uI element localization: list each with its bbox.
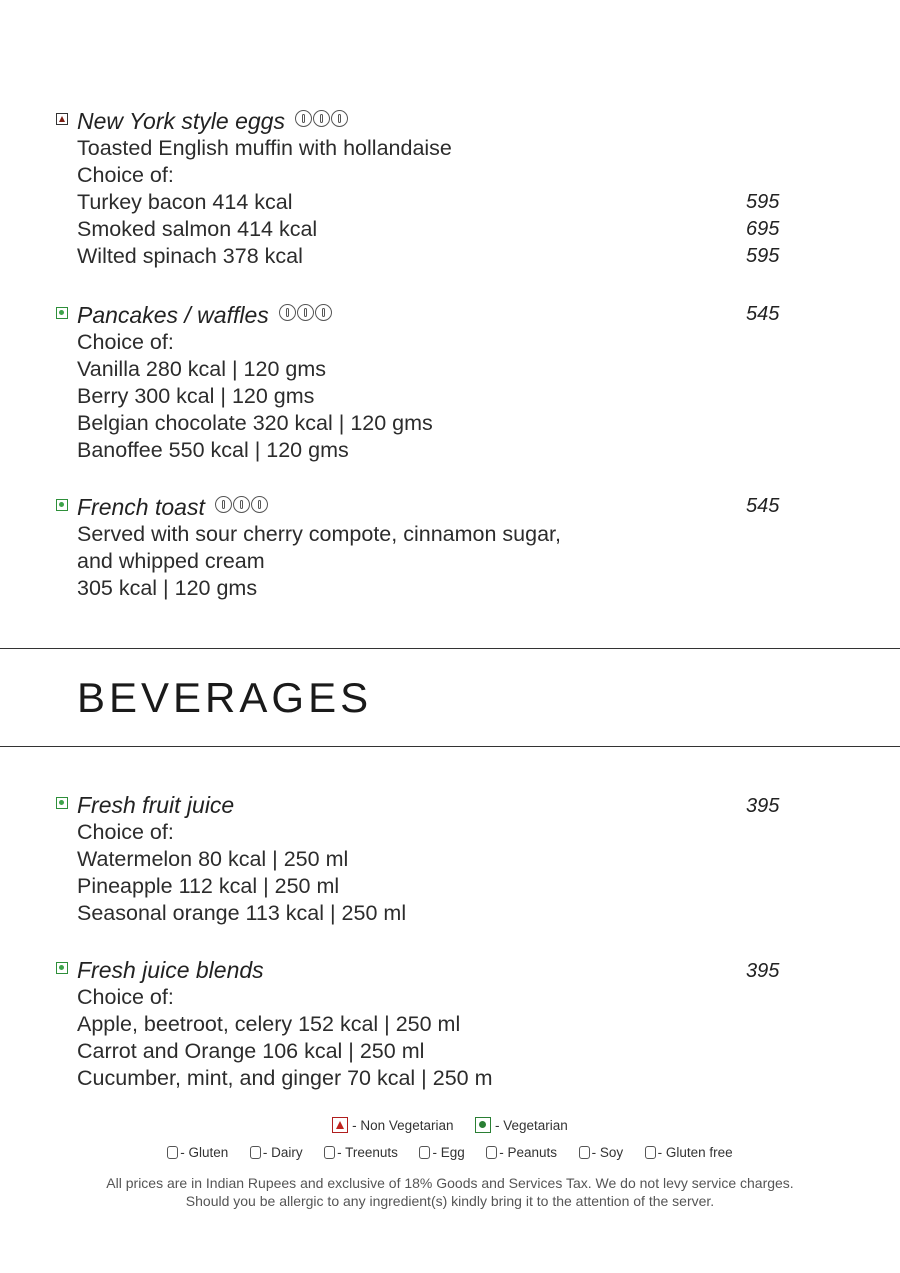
item-name: New York style eggs: [77, 108, 285, 134]
item-price: 395: [746, 795, 780, 817]
egg-icon: [313, 110, 330, 127]
option-price: 695: [746, 218, 780, 240]
diet-legend: [0, 1117, 900, 1133]
item-option: Smoked salmon 414 kcal: [77, 217, 318, 241]
menu-item-new-york-style-eggs: [56, 107, 816, 268]
item-option: Banoffee 550 kcal | 120 gms: [77, 438, 349, 462]
item-description: and whipped cream: [77, 549, 265, 573]
legend-peanuts: - Peanuts: [499, 1145, 558, 1160]
egg-icon: [233, 496, 250, 513]
gluten-icon: [331, 110, 348, 127]
item-choice-heading: Choice of:: [77, 820, 174, 844]
option-price: 595: [746, 245, 780, 267]
non-vegetarian-icon: [56, 113, 68, 125]
item-choice-heading: Choice of:: [77, 985, 174, 1009]
legend-treenuts: - Treenuts: [337, 1145, 398, 1160]
gluten-free-icon: [645, 1146, 656, 1159]
legend-dairy: - Dairy: [262, 1145, 303, 1160]
vegetarian-icon: [56, 499, 68, 511]
item-nutrition: 305 kcal | 120 gms: [77, 576, 258, 600]
legend-egg: - Egg: [432, 1145, 465, 1160]
gluten-icon: [315, 304, 332, 321]
section-divider-bottom: [0, 746, 900, 747]
item-option: Belgian chocolate 320 kcal | 120 gms: [77, 411, 433, 435]
gluten-icon: [251, 496, 268, 513]
allergen-icons: [215, 496, 268, 513]
peanuts-icon: [486, 1146, 497, 1159]
allergen-icons: [295, 110, 348, 127]
legend-soy: - Soy: [591, 1145, 624, 1160]
menu-item-fresh-fruit-juice: [56, 791, 816, 925]
vegetarian-icon: [56, 307, 68, 319]
vegetarian-icon: [56, 797, 68, 809]
vegetarian-icon: [56, 962, 68, 974]
item-option: Watermelon 80 kcal | 250 ml: [77, 847, 349, 871]
gluten-icon: [167, 1146, 178, 1159]
egg-icon: [419, 1146, 430, 1159]
item-option: Cucumber, mint, and ginger 70 kcal | 250 m: [77, 1066, 493, 1090]
item-price: 395: [746, 960, 780, 982]
egg-icon: [297, 304, 314, 321]
menu-item-pancakes-waffles: [56, 301, 816, 462]
price-note: All prices are in Indian Rupees and exclusive of 18% Goods and Services Tax. We do not levy service charges.: [106, 1175, 794, 1191]
item-name: Pancakes / waffles: [77, 302, 269, 328]
non-vegetarian-icon: [332, 1117, 348, 1133]
section-title: BEVERAGES: [77, 674, 373, 721]
item-option: Wilted spinach 378 kcal: [77, 244, 303, 268]
treenuts-icon: [324, 1146, 335, 1159]
dairy-icon: [279, 304, 296, 321]
item-name: Fresh juice blends: [77, 957, 264, 983]
legend-non-veg: - Non Vegetarian: [352, 1118, 454, 1133]
allergy-note: Should you be allergic to any ingredient(s) kindly bring it to the attention of the server.: [185, 1193, 715, 1209]
dairy-icon: [215, 496, 232, 513]
item-option: Vanilla 280 kcal | 120 gms: [77, 357, 326, 381]
vegetarian-icon: [475, 1117, 491, 1133]
menu-item-french-toast: [56, 493, 816, 600]
item-option: Seasonal orange 113 kcal | 250 ml: [77, 901, 407, 925]
item-name: Fresh fruit juice: [77, 792, 235, 818]
allergen-icons: [279, 304, 332, 321]
dairy-icon: [250, 1146, 261, 1159]
item-choice-heading: Choice of:: [77, 163, 174, 187]
item-option: Turkey bacon 414 kcal: [77, 190, 293, 214]
dairy-icon: [295, 110, 312, 127]
menu-item-fresh-juice-blends: [56, 956, 816, 1090]
legend-gluten-free: - Gluten free: [657, 1145, 733, 1160]
item-option: Apple, beetroot, celery 152 kcal | 250 ml: [77, 1012, 461, 1036]
item-description: Toasted English muffin with hollandaise: [77, 136, 452, 160]
item-price: 545: [746, 303, 780, 325]
item-name: French toast: [77, 494, 205, 520]
item-option: Pineapple 112 kcal | 250 ml: [77, 874, 340, 898]
item-price: 545: [746, 495, 780, 517]
legend-veg: - Vegetarian: [495, 1118, 568, 1133]
option-price: 595: [746, 191, 780, 213]
section-divider-top: [0, 648, 900, 649]
legend-gluten: - Gluten: [180, 1145, 229, 1160]
item-choice-heading: Choice of:: [77, 330, 174, 354]
item-description: Served with sour cherry compote, cinnamon sugar,: [77, 522, 561, 546]
allergen-legend: [0, 1145, 900, 1160]
item-option: Berry 300 kcal | 120 gms: [77, 384, 315, 408]
item-option: Carrot and Orange 106 kcal | 250 ml: [77, 1039, 425, 1063]
soy-icon: [579, 1146, 590, 1159]
